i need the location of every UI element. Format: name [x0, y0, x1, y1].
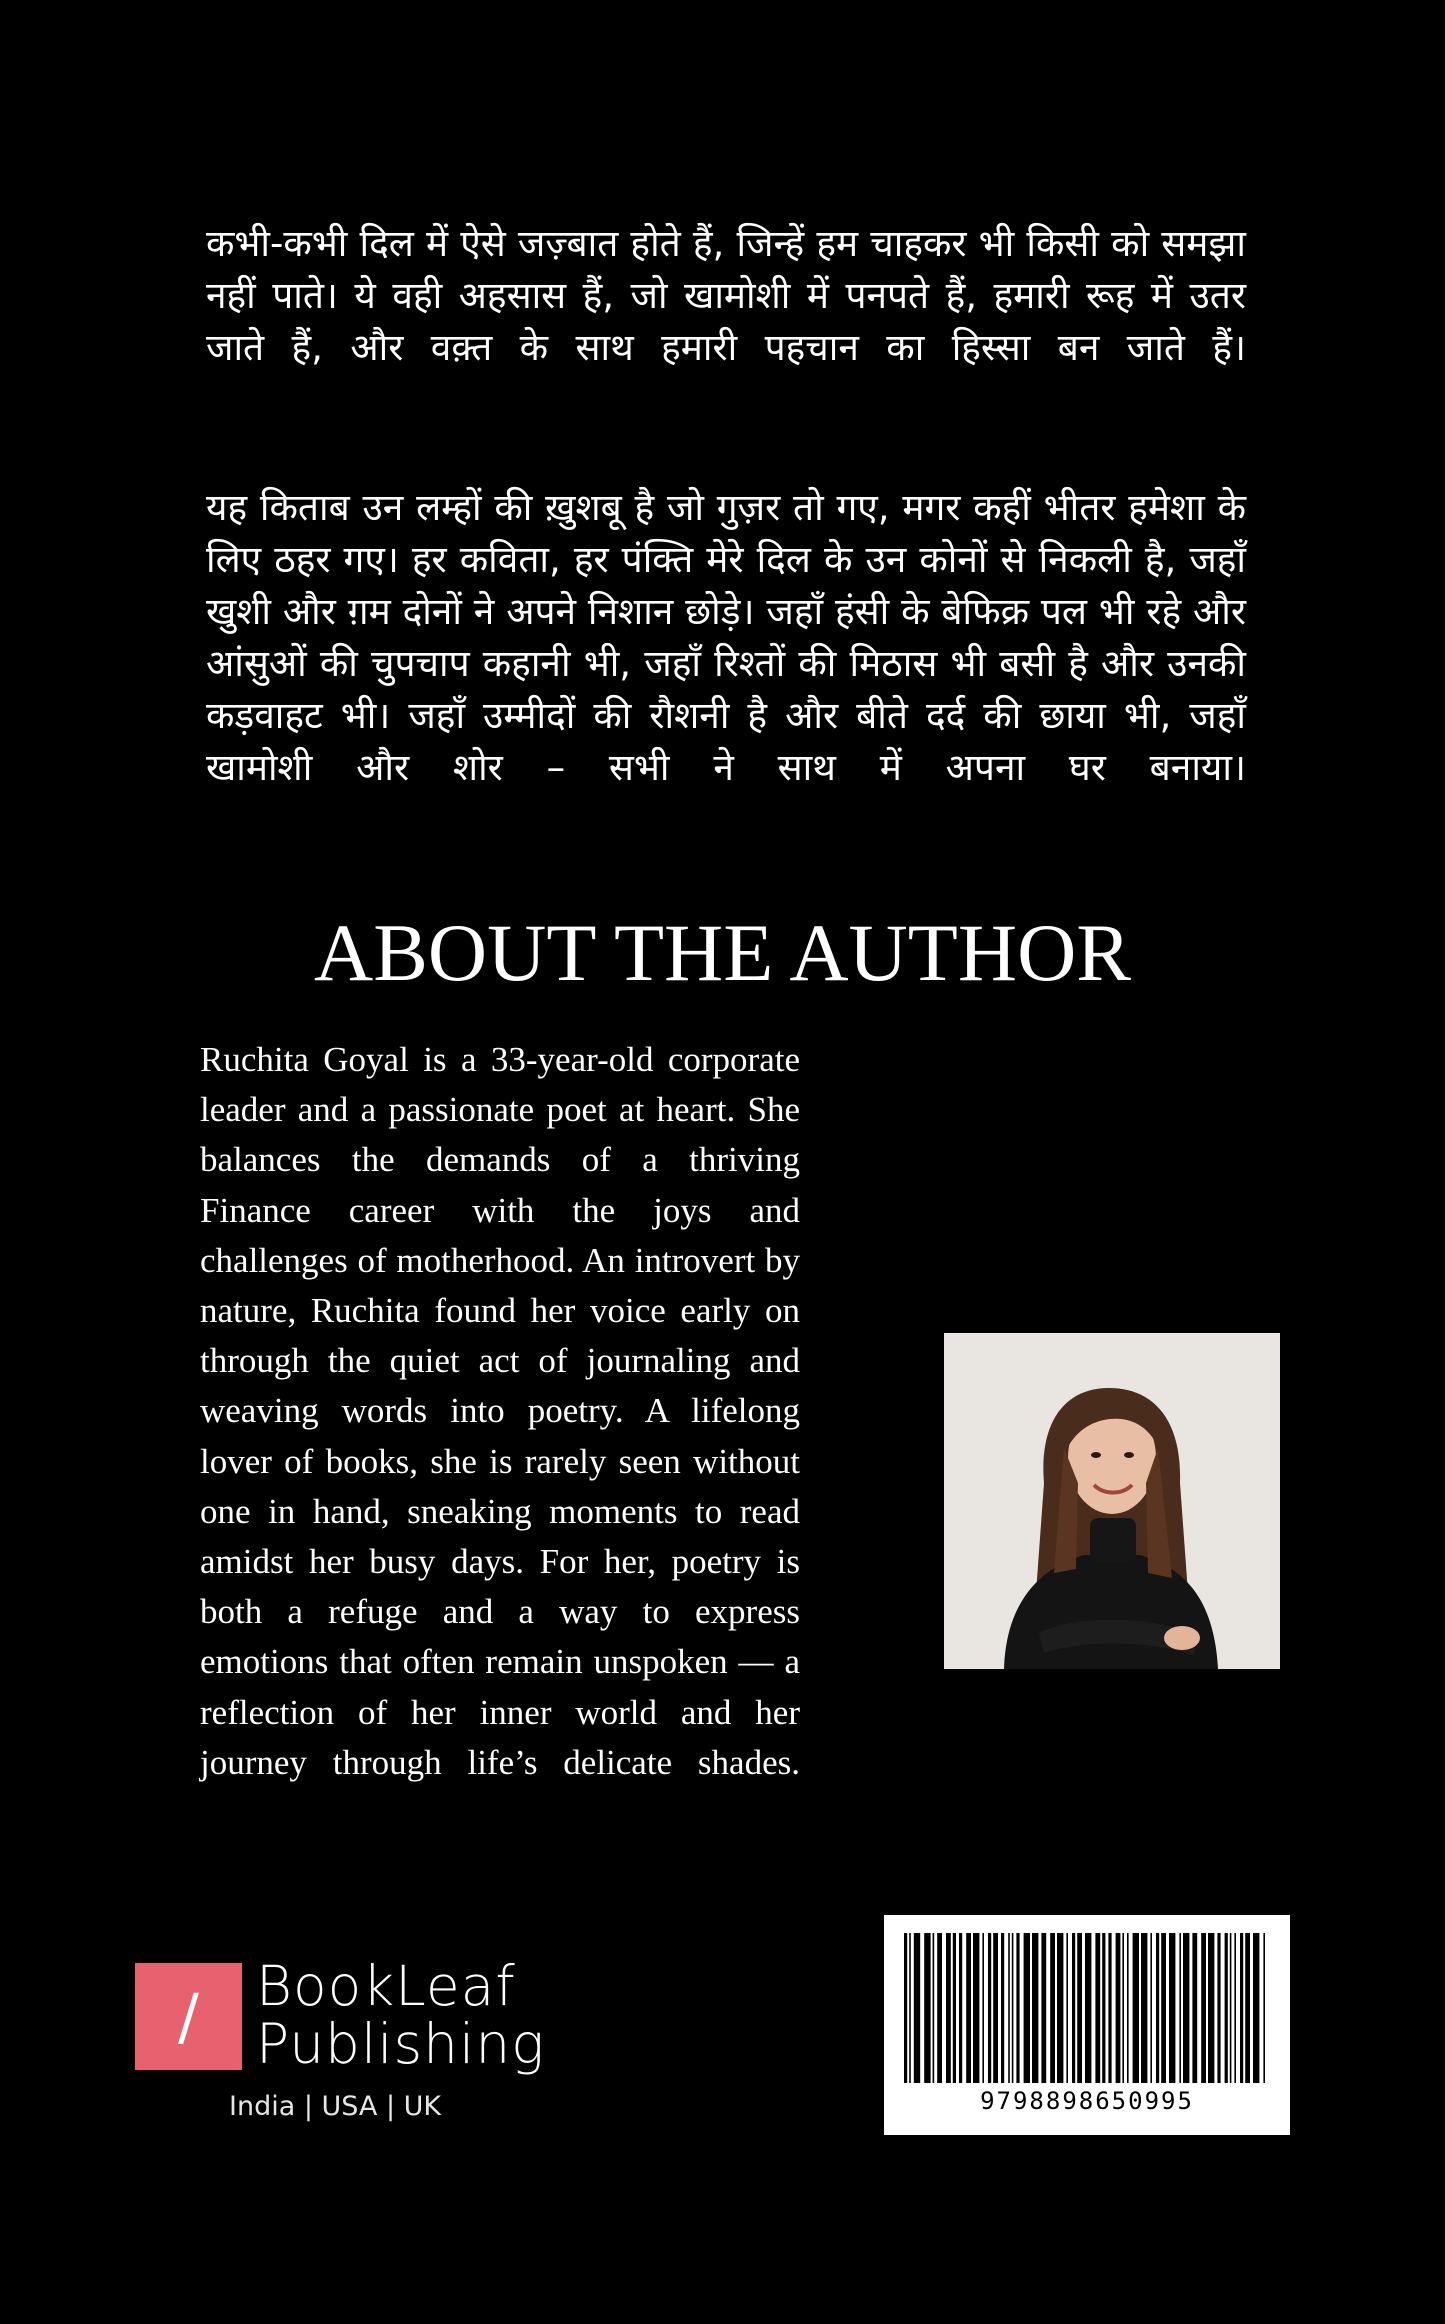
barcode-bar	[1122, 1933, 1124, 2083]
barcode-bar	[1225, 1933, 1228, 2083]
barcode-bars	[904, 1933, 1270, 2083]
barcode-bar	[1008, 1933, 1010, 2083]
barcode-bar	[1150, 1933, 1152, 2083]
barcode-bar	[1127, 1933, 1129, 2083]
barcode-bar	[1001, 1933, 1004, 2083]
isbn-number: 9798898650995	[980, 2087, 1194, 2115]
barcode-bar	[1133, 1933, 1139, 2083]
author-bio: Ruchita Goyal is a 33-year-old corporate leader and a passionate poet at heart. She balances the demands of a thriving Finance career with the joys and challenges of motherhood. An introvert by nature, Ruchita found her voice early on through the quiet act of journaling and weaving words into poetry. A lifelong lover of books, she is rarely seen without one in hand, sneaking moments to read amidst her busy days. For her, poetry is both a refuge and a way to express emotions that often remain unspoken — a reflection of her inner world and her journey through life’s delicate shades.	[200, 1040, 800, 1782]
barcode-bar	[1024, 1933, 1030, 2083]
barcode-bar	[1230, 1933, 1232, 2083]
barcode-bar	[1085, 1933, 1091, 2083]
barcode-bar	[1012, 1933, 1014, 2083]
author-photo	[944, 1333, 1280, 1669]
barcode-bar	[1179, 1933, 1181, 2083]
barcode-bar	[1032, 1933, 1038, 2083]
barcode-bar	[1234, 1933, 1236, 2083]
author-portrait-icon	[944, 1333, 1280, 1669]
barcode-bar	[937, 1933, 942, 2083]
barcode-bar	[1057, 1933, 1063, 2083]
barcode-bar	[1240, 1933, 1243, 2083]
barcode-bar	[1050, 1933, 1055, 2083]
barcode-bar	[904, 1933, 907, 2083]
barcode-bar	[1169, 1933, 1175, 2083]
barcode-bar	[1066, 1933, 1068, 2083]
barcode-bar	[1217, 1933, 1220, 2083]
publisher-name-line-2: Publishing	[256, 2012, 546, 2076]
barcode-bar	[993, 1933, 998, 2083]
blurb-paragraph-1: कभी-कभी दिल में ऐसे जज़्बात होते हैं, जिन्हें हम चाहकर भी किसी को समझा नहीं पाते। ये वही अहसास हैं, जो खामोशी में पनपते हैं, हमारी रूह में उतर जाते हैं, और वक़्त के साथ हमारी पहचान का हिस्सा बन जाते हैं।	[206, 222, 1246, 369]
barcode-bar	[1141, 1933, 1147, 2083]
barcode-bar	[988, 1933, 991, 2083]
barcode-bar	[1253, 1933, 1259, 2083]
barcode-bar	[1102, 1933, 1105, 2083]
barcode-bar	[1041, 1933, 1046, 2083]
barcode-bar	[982, 1933, 984, 2083]
logo-slash-icon: /	[178, 1980, 199, 2053]
barcode-bar	[1263, 1933, 1265, 2083]
barcode-bar	[1116, 1933, 1121, 2083]
barcode-bar	[1077, 1933, 1082, 2083]
publisher-name	[256, 1954, 546, 2076]
publisher-logo	[135, 1963, 242, 2070]
blurb-paragraph-2: यह किताब उन लम्हों की ख़ुशबू है जो गुज़र तो गए, मगर कहीं भीतर हमेशा के लिए ठहर गए। हर कविता, हर पंक्ति मेरे दिल के उन कोनों से निकली है, जहाँ खुशी और ग़म दोनों ने अपने निशान छोड़े। जहाँ हंसी के बेफिक्र पल भी रहे और आंसुओं की चुपचाप कहानी भी, जहाँ रिश्तों की मिठास भी बसी है और उनकी कड़वाहट भी। जहाँ उम्मीदों की रौशनी है और बीते दर्द की छाया भी, जहाँ खामोशी और शोर – सभी ने साथ में अपना घर बनाया।	[206, 486, 1246, 789]
publisher-name-line-1: BookLeaf	[256, 1954, 516, 2018]
barcode-bar	[1108, 1933, 1111, 2083]
publisher-regions: India | USA | UK	[229, 2091, 442, 2122]
barcode-bar	[1208, 1933, 1214, 2083]
barcode-bar	[959, 1933, 962, 2083]
barcode-bar	[946, 1933, 951, 2083]
barcode-bar	[973, 1933, 979, 2083]
barcode-bar	[933, 1933, 935, 2083]
barcode-bar	[966, 1933, 971, 2083]
barcode-bar	[1161, 1933, 1166, 2083]
barcode	[884, 1915, 1290, 2135]
barcode-bar	[1095, 1933, 1100, 2083]
barcode-bar	[953, 1933, 956, 2083]
barcode-bar	[909, 1933, 911, 2083]
barcode-bar	[1183, 1933, 1189, 2083]
barcode-bar	[914, 1933, 920, 2083]
barcode-bar	[1192, 1933, 1197, 2083]
barcode-bar	[1016, 1933, 1019, 2083]
barcode-bar	[1072, 1933, 1075, 2083]
barcode-bar	[924, 1933, 930, 2083]
barcode-bar	[1201, 1933, 1206, 2083]
about-author-heading: ABOUT THE AUTHOR	[314, 907, 1131, 998]
barcode-bar	[1156, 1933, 1159, 2083]
barcode-bar	[1245, 1933, 1250, 2083]
